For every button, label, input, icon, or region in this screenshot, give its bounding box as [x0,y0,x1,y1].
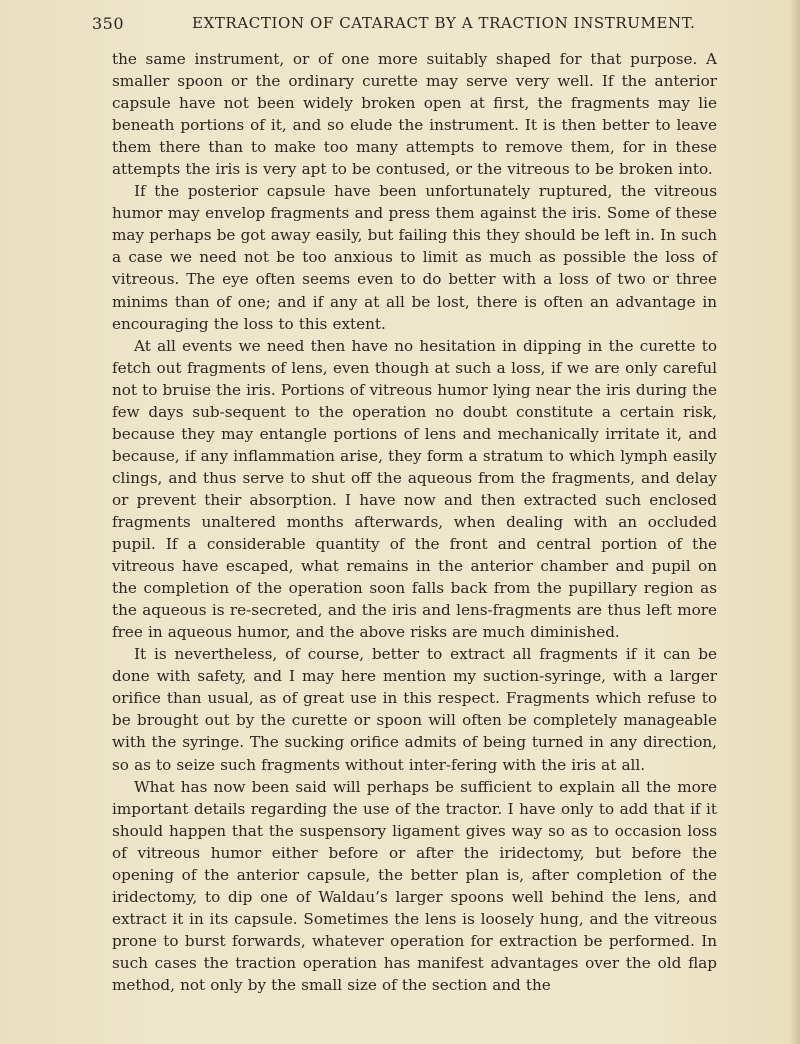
running-head-title: EXTRACTION OF CATARACT BY A TRACTION INSTRUMENT. [192,14,696,32]
paragraph-continued: the same instrument, or of one more suitably shaped for that purpose. A smaller spoon or the ordinary curette may serve very well. If the anterior capsule have not been widely broken open at first, the fragments may lie beneath portions of it, and so elude the instrument. It is then better to leave them there than to make too many attempts to remove them, for in these attempts the iris is very apt to be contused, or the vitreous to be broken into. [112,50,717,179]
page-number: 350 [92,14,125,33]
body-text [112,48,717,996]
page-edge-shadow [790,0,800,1044]
running-head [92,14,720,40]
paragraph-posterior-capsule: If the posterior capsule have been unfortunately ruptured, the vitreous humor may envelop fragments and press them against the iris. Some of these may perhaps be got away easily, but failing this they should be left in. In such a case we need not be too anxious to limit as much as possible the loss of vitreous. The eye often seems even to do better with a loss of two or three minims than of one; and if any at all be lost, there is often an advantage in encouraging the loss to this extent. [112,182,717,333]
paragraph-suction-syringe: It is nevertheless, of course, better to extract all fragments if it can be done with safety, and I may here mention my suction-syringe, with a larger orifice than usual, as of great use in this respect. Fragments which refuse to be brought out by the curette or spoon will often be completely manageable with the syringe. The sucking orifice admits of being turned in any direction, so as to seize such fragments without inter-fering with the iris at all. [112,645,717,774]
paragraph-curette: At all events we need then have no hesitation in dipping in the curette to fetch out fragments of lens, even though at such a loss, if we are only careful not to bruise the iris. Portions of vitreous humor lying near the iris during the few days sub-sequent to the operation no doubt constitute a certain risk, because they may entangle portions of lens and mechanically irritate it, and because, if any inflammation arise, they form a stratum to which lymph easily clings, and thus serve to shut off the aqueous from the fragments, and delay or prevent their absorption. I have now and then extracted such enclosed fragments unaltered months afterwards, when dealing with an occluded pupil. If a considerable quantity of the front and central portion of the vitreous have escaped, what remains in the anterior chamber and pupil on the completion of the operation soon falls back from the pupillary region as the aqueous is re-secreted, and the iris and lens-fragments are thus left more free in aqueous humor, and the above risks are much diminished. [112,336,717,642]
paragraph-tractor-details: What has now been said will perhaps be sufficient to explain all the more important details regarding the use of the tractor. I have only to add that if it should happen that the suspensory ligament gives way so as to occasion loss of vitreous humor either before or after the iridectomy, but before the opening of the anterior capsule, the better plan is, after completion of the iridectomy, to dip one of Waldau’s larger spoons well behind the lens, and extract it in its capsule. Sometimes the lens is loosely hung, and the vitreous prone to burst forwards, whatever operation for extraction be performed. In such cases the traction operation has manifest advantages over the old flap method, not only by the small size of the section and the [112,777,717,994]
